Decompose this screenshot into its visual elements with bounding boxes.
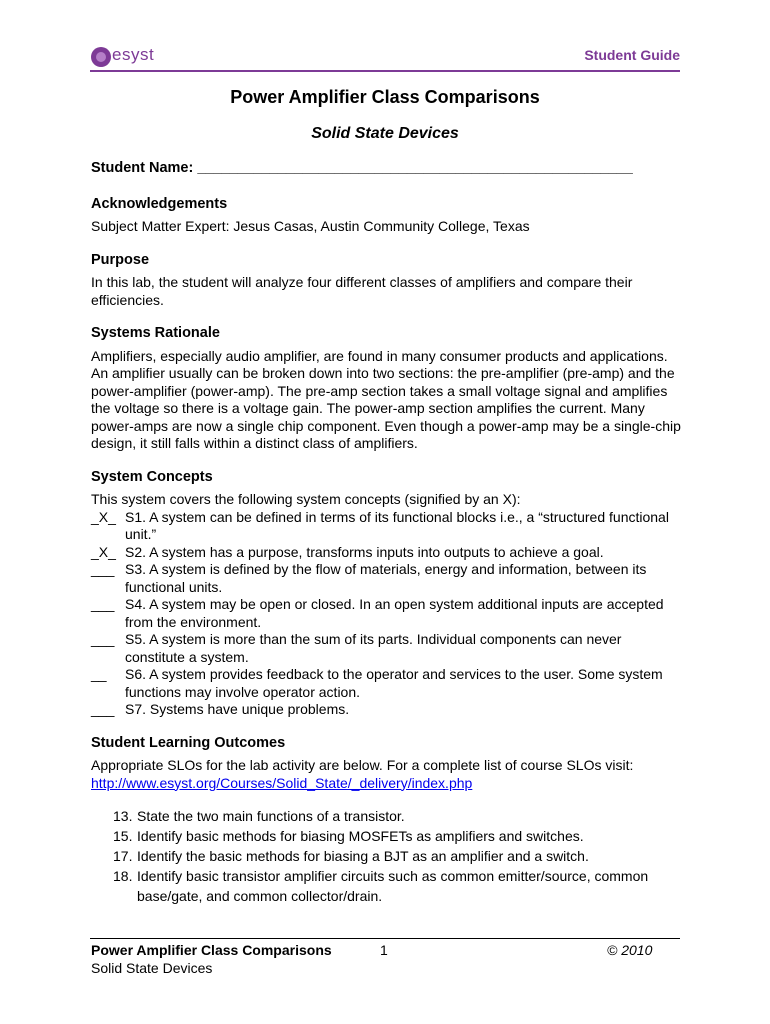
concepts-intro: This system covers the following system concepts (signified by an X): [91,491,521,507]
concept-item [91,561,681,596]
concept-text: S5. A system is more than the sum of its parts. Individual components can never constitute a system. [125,631,622,665]
concept-text: S7. Systems have unique problems. [125,701,350,717]
slo-item [113,866,681,906]
outcomes-intro [91,757,681,792]
slo-item [113,806,681,826]
concept-mark: ___ [91,701,115,717]
concept-text: S1. A system can be defined in terms of its functional blocks i.e., a “structured functional unit.” [125,508,669,542]
purpose-heading: Purpose [91,251,150,268]
concepts-list [91,509,681,719]
footer-divider [90,938,680,939]
concept-item [91,544,681,562]
outcomes-heading: Student Learning Outcomes [91,734,286,751]
student-name-field: Student Name: ______________________________________________________ [91,160,633,176]
slo-item [113,826,681,846]
rationale-heading: Systems Rationale [91,325,220,341]
footer-subtitle: Solid State Devices [91,960,213,976]
slo-number: 15. [113,828,133,844]
esyst-logo [90,44,160,70]
slo-item [113,846,681,866]
concept-text: S6. A system provides feedback to the operator and services to the user. Some system functions may involve operator action. [125,666,663,700]
page-title: Power Amplifier Class Comparisons [230,87,540,107]
concept-item [91,596,681,631]
logo-circle-icon [90,46,112,68]
concept-text: S3. A system is defined by the flow of materials, energy and information, between its functional units. [125,561,647,595]
logo-text: esyst [112,45,155,64]
concept-item [91,666,681,701]
slo-link[interactable]: http://www.esyst.org/Courses/Solid_State/_delivery/index.php [91,774,473,791]
slo-number: 18. [113,868,133,884]
concept-mark: ___ [91,631,115,647]
document-body [91,160,681,906]
concept-text: S4. A system may be open or closed. In an open system additional inputs are accepted from the environment. [125,596,664,630]
slo-number: 13. [113,808,133,824]
concept-mark: _X_ [91,543,116,560]
concept-mark: ___ [91,561,115,577]
page-subtitle: Solid State Devices [311,125,459,142]
slo-text: Identify basic transistor amplifier circuits such as common emitter/source, common base/gate, and common collector/drain. [137,868,649,904]
concepts-heading: System Concepts [91,468,213,485]
footer-copyright: © 2010 [607,942,653,958]
acknowledgements-text: Subject Matter Expert: Jesus Casas, Austin Community College, Texas [91,218,530,234]
slo-number: 17. [113,848,133,864]
student-guide-label: Student Guide [584,47,680,63]
concept-text: S2. A system has a purpose, transforms inputs into outputs to achieve a goal. [125,543,604,560]
concept-mark: ___ [91,596,115,612]
concept-item [91,701,681,719]
page-number: 1 [380,942,388,958]
slo-text: Identify basic methods for biasing MOSFETs as amplifiers and switches. [137,828,584,844]
slo-text: State the two main functions of a transistor. [137,808,405,824]
outcomes-intro-text: Appropriate SLOs for the lab activity are below. For a complete list of course SLOs visit: [91,757,634,773]
header-divider [90,70,680,72]
rationale-text: Amplifiers, especially audio amplifier, are found in many consumer products and applications. An amplifier usually can be broken down into two sections: the pre-amplifier (pre-amp) and the power-amplifier (power-amp). The pre-amp section takes a small voltage signal and amplifies the voltage so there is a voltage gain. The power-amp section amplifies the current. Many power-amps are now a single chip component. Even though a power-amp may be a single-chip design, it still falls within a distinct class of amplifiers. [91,347,681,451]
concept-item [91,509,681,544]
purpose-text: In this lab, the student will analyze four different classes of amplifiers and compare their efficiencies. [91,274,633,308]
slo-list [91,806,681,906]
footer-title: Power Amplifier Class Comparisons [91,942,332,958]
concept-item [91,631,681,666]
acknowledgements-heading: Acknowledgements [91,195,228,212]
slo-text: Identify the basic methods for biasing a BJT as an amplifier and a switch. [137,848,589,864]
concept-mark: _X_ [91,508,116,525]
concept-mark: __ [91,666,107,682]
